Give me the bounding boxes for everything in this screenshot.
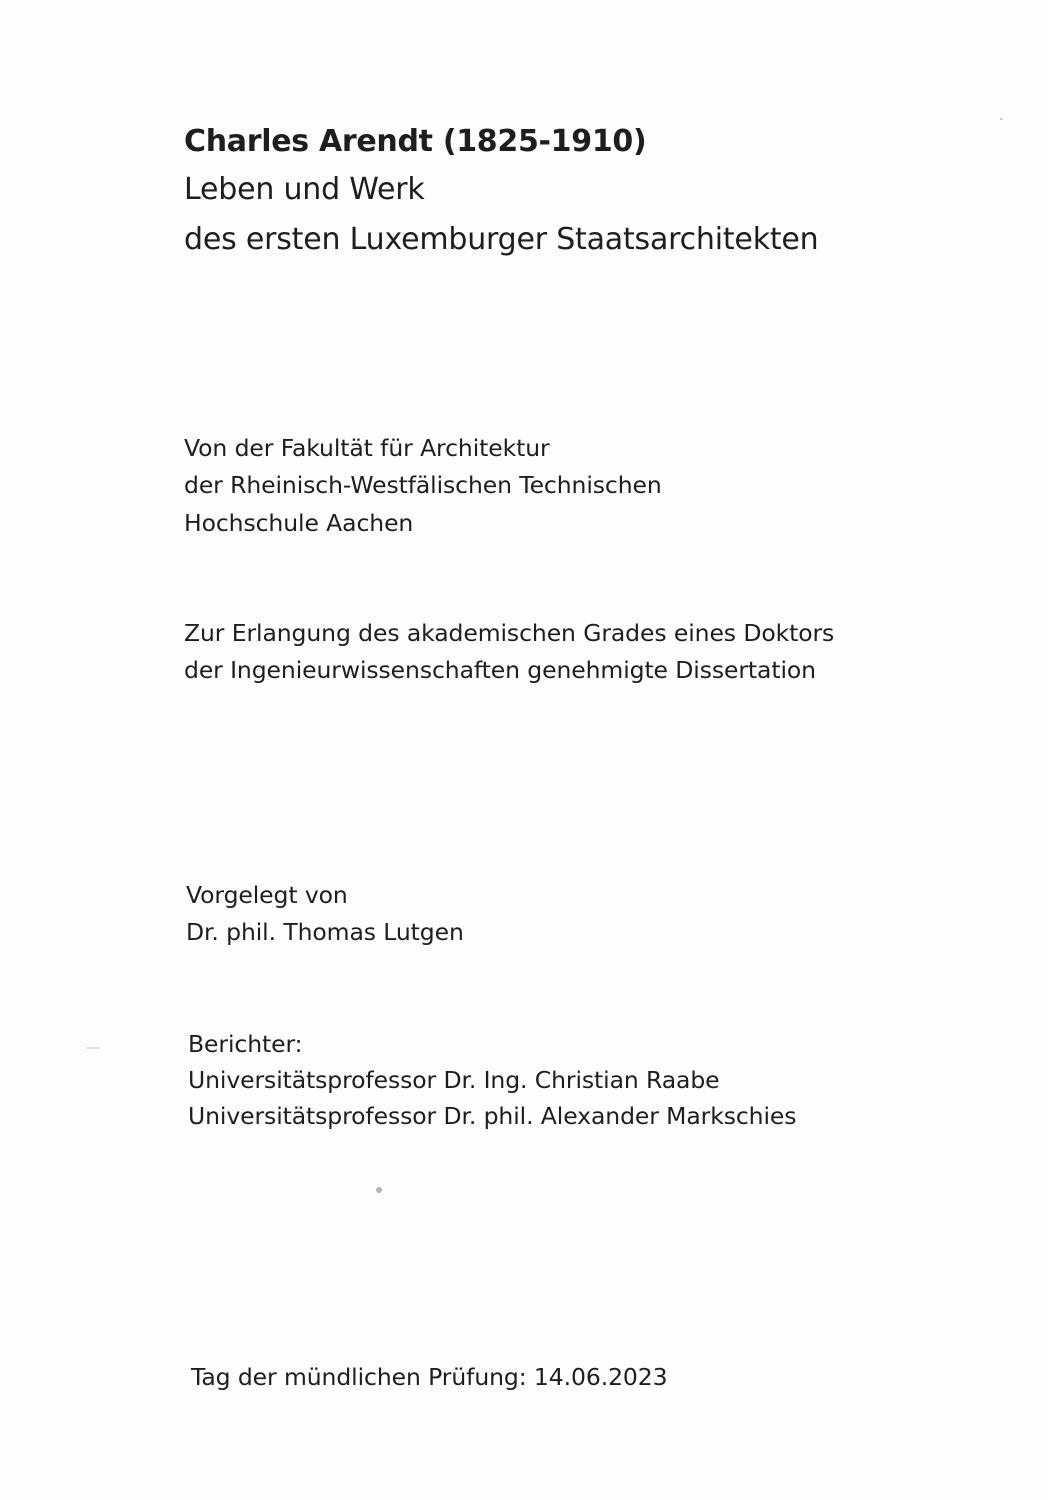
submitted-by-label: Vorgelegt von (186, 881, 348, 909)
scan-speck (1000, 118, 1003, 120)
purpose-line-2: der Ingenieurwissenschaften genehmigte Dissertation (184, 656, 816, 684)
document-title: Charles Arendt (1825-1910) (184, 124, 647, 159)
faculty-line-3: Hochschule Aachen (184, 509, 414, 537)
oral-exam-date: Tag der mündlichen Prüfung: 14.06.2023 (191, 1363, 668, 1391)
reviewer-1: Universitätsprofessor Dr. Ing. Christian Raabe (188, 1066, 720, 1094)
scan-speck (376, 1187, 382, 1193)
reviewers-label: Berichter: (188, 1030, 303, 1058)
purpose-line-1: Zur Erlangung des akademischen Grades eines Doktors (184, 619, 835, 647)
reviewer-2: Universitätsprofessor Dr. phil. Alexander Markschies (188, 1102, 797, 1130)
document-subtitle-line-2: des ersten Luxemburger Staatsarchitekten (184, 222, 819, 257)
faculty-line-2: der Rheinisch-Westfälischen Technischen (184, 471, 662, 499)
scan-speck (86, 1047, 100, 1049)
faculty-line-1: Von der Fakultät für Architektur (184, 434, 550, 462)
document-subtitle-line-1: Leben und Werk (184, 172, 425, 207)
author-name: Dr. phil. Thomas Lutgen (186, 918, 464, 946)
